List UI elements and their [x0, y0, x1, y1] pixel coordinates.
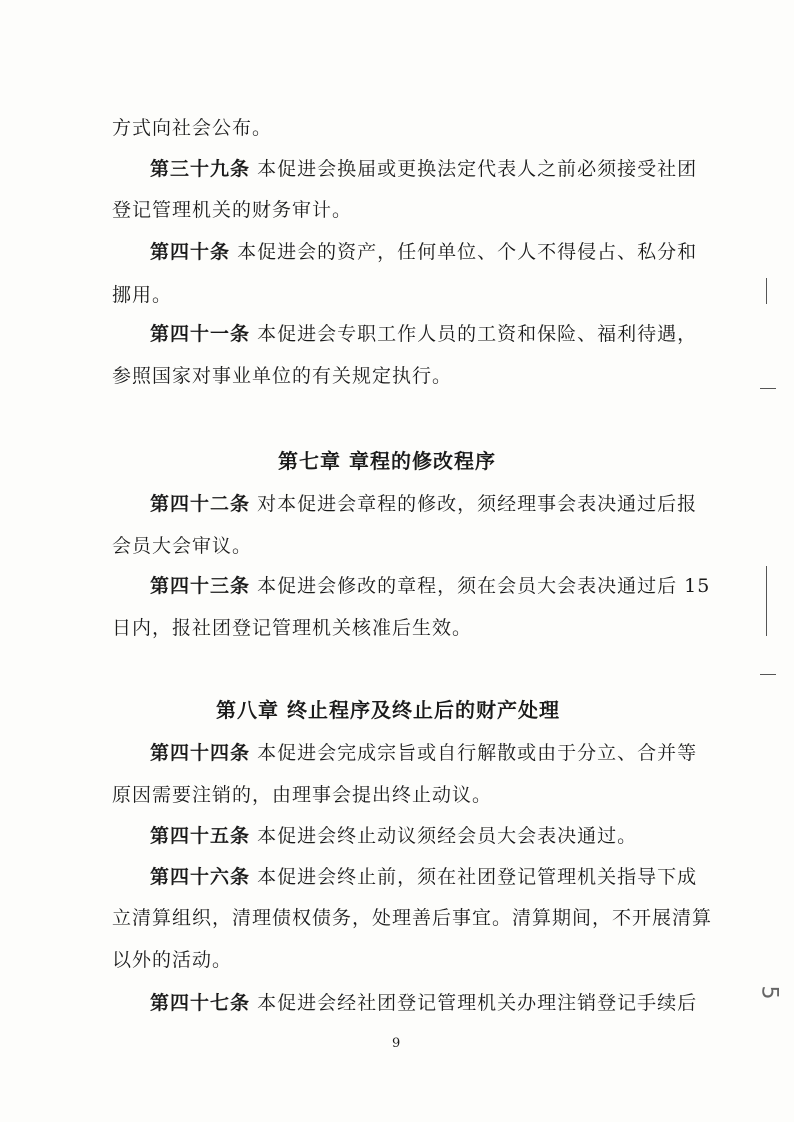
article-44 — [150, 741, 697, 765]
article-label: 第四十六条 — [150, 866, 251, 888]
article-text: 本促进会终止前，须在社团登记管理机关指导下成 — [257, 866, 698, 888]
article-43 — [150, 574, 710, 598]
margin-scribble: 5 — [756, 985, 782, 1000]
text-line: 原因需要注销的，由理事会提出终止动议。 — [112, 784, 493, 806]
article-text: 本促进会的资产，任何单位、个人不得侵占、私分和 — [237, 241, 698, 263]
article-label: 第四十条 — [150, 241, 231, 263]
text-line: 登记管理机关的财务审计。 — [112, 199, 353, 221]
text-line: 方式向社会公布。 — [112, 117, 273, 139]
scan-mark — [766, 566, 767, 636]
scan-mark — [760, 674, 776, 675]
chapter-8-heading: 第八章 终止程序及终止后的财产处理 — [216, 698, 560, 722]
article-text: 本促进会终止动议须经会员大会表决通过。 — [257, 825, 638, 847]
text-line: 以外的活动。 — [112, 949, 233, 971]
page-number: 9 — [392, 1036, 401, 1051]
text-line: 参照国家对事业单位的有关规定执行。 — [112, 365, 453, 387]
article-47 — [150, 991, 697, 1015]
text-line: 日内，报社团登记管理机关核准后生效。 — [112, 617, 473, 639]
article-46 — [150, 865, 697, 889]
text-line: 挪用。 — [112, 284, 173, 306]
article-label: 第四十三条 — [150, 575, 251, 597]
article-label: 第四十五条 — [150, 825, 251, 847]
article-42 — [150, 492, 697, 516]
text-line: 会员大会审议。 — [112, 535, 253, 557]
scan-mark — [766, 278, 767, 304]
article-text: 本促进会修改的章程，须在会员大会表决通过后 15 — [257, 575, 711, 597]
article-text: 本促进会经社团登记管理机关办理注销登记手续后 — [257, 992, 698, 1014]
article-text: 对本促进会章程的修改，须经理事会表决通过后报 — [257, 493, 698, 515]
article-text: 本促进会专职工作人员的工资和保险、福利待遇， — [257, 323, 698, 345]
chapter-7-heading: 第七章 章程的修改程序 — [278, 449, 496, 473]
article-label: 第四十四条 — [150, 742, 251, 764]
article-text: 本促进会完成宗旨或自行解散或由于分立、合并等 — [257, 742, 698, 764]
article-text: 本促进会换届或更换法定代表人之前必须接受社团 — [257, 158, 698, 180]
article-label: 第四十一条 — [150, 323, 251, 345]
article-label: 第四十二条 — [150, 493, 251, 515]
article-39 — [150, 157, 697, 181]
article-41 — [150, 322, 697, 346]
article-label: 第四十七条 — [150, 992, 251, 1014]
article-40 — [150, 240, 697, 264]
text-line: 立清算组织，清理债权债务，处理善后事宜。清算期间，不开展清算 — [112, 907, 713, 929]
article-45 — [150, 824, 637, 848]
article-label: 第三十九条 — [150, 158, 251, 180]
scan-mark — [760, 388, 776, 389]
